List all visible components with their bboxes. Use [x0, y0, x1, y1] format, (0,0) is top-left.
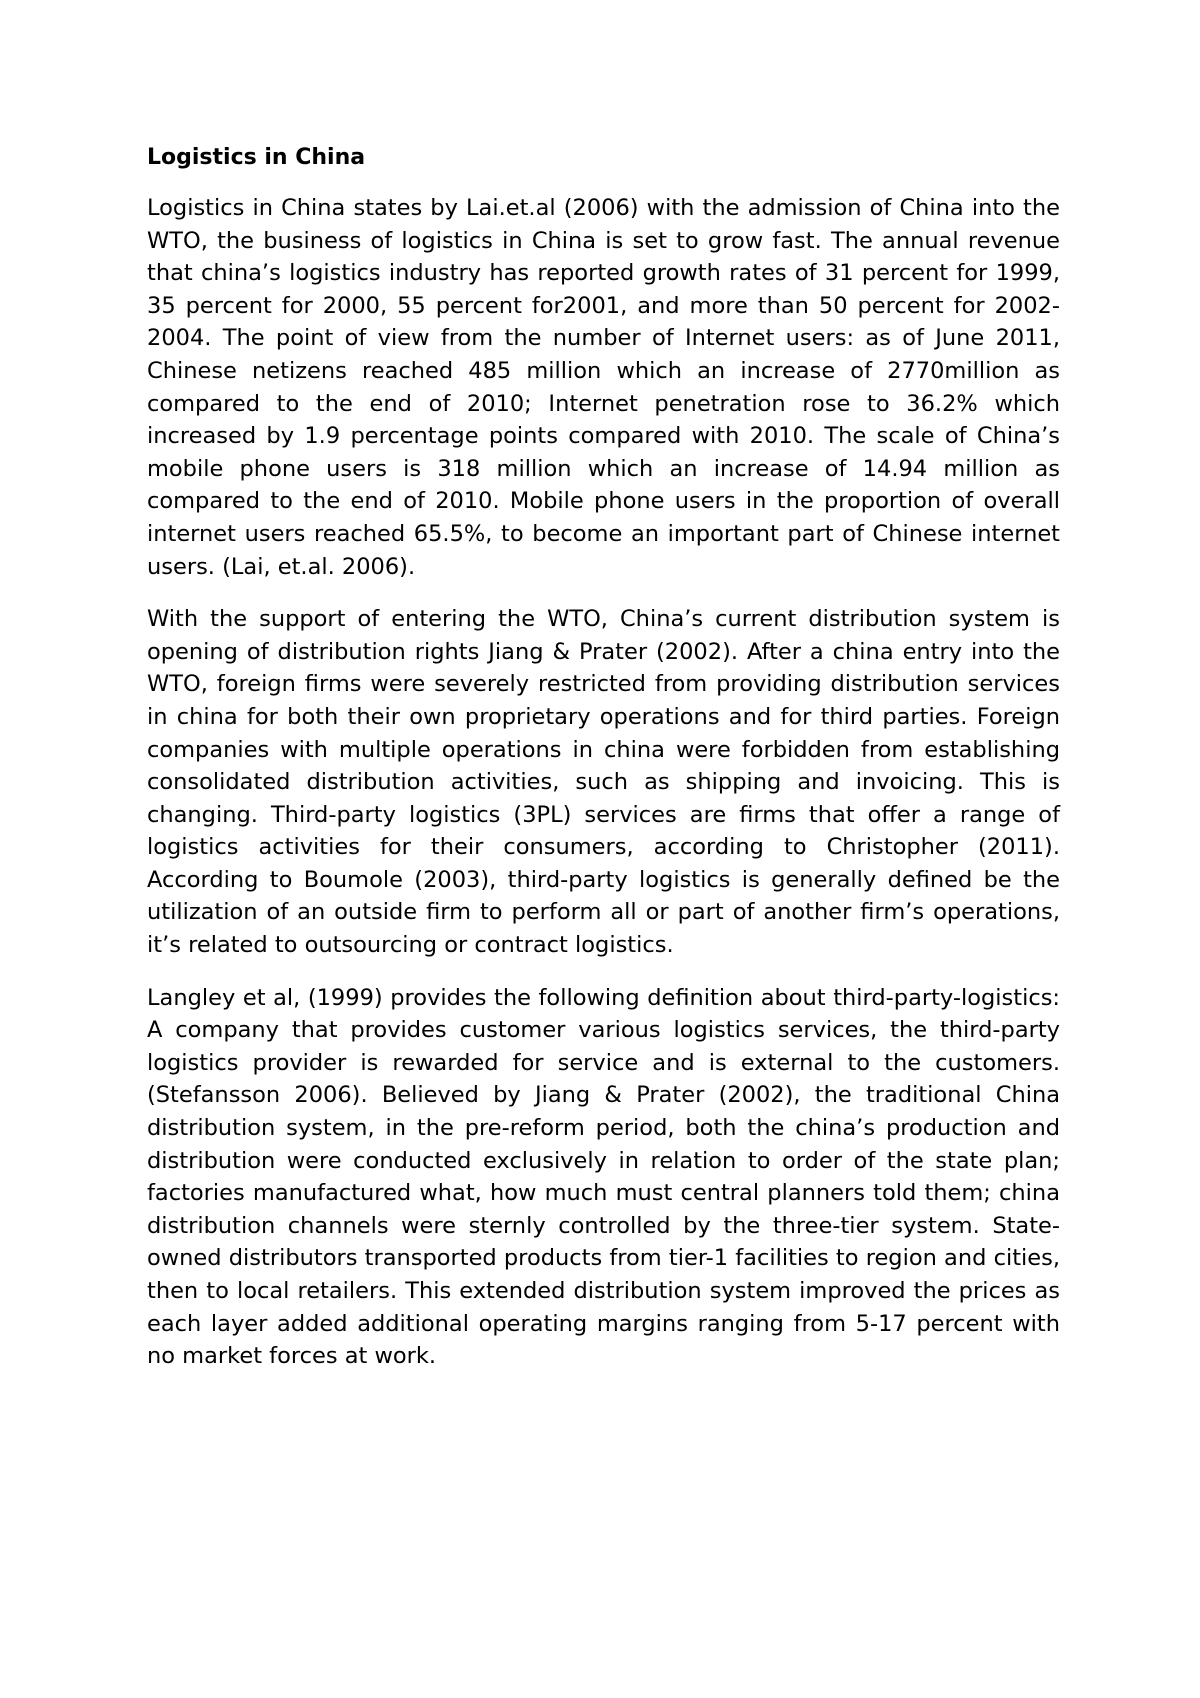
paragraph-3: Langley et al, (1999) provides the following definition about third-party-logistics: A company that provides customer various logistics services, the third-party logistics provider is rewarded for service and is external to the customers. (Stefansson 2006). Believed by Jiang & Prater (2002), the traditional China distribution system, in the pre-reform period, both the china’s production and distribution were conducted exclusively in relation to order of the state plan; factories manufactured what, how much must central planners told them; china distribution channels were sternly controlled by the three-tier system. State-owned distributors transported products from tier-1 facilities to region and cities, then to local retailers. This extended distribution system improved the prices as each layer added additional operating margins ranging from 5-17 percent with no market forces at work. — [147, 984, 1060, 1370]
paragraph-1: Logistics in China states by Lai.et.al (2006) with the admission of China into the WTO, the business of logistics in China is set to grow fast. The annual revenue that china’s logistics industry has reported growth rates of 31 percent for 1999, 35 percent for 2000, 55 percent for2001, and more than 50 percent for 2002-2004. The point of view from the number of Internet users: as of June 2011, Chinese netizens reached 485 million which an increase of 2770million as compared to the end of 2010; Internet penetration rose to 36.2% which increased by 1.9 percentage points compared with 2010. The scale of China’s mobile phone users is 318 million which an increase of 14.94 million as compared to the end of 2010. Mobile phone users in the proportion of overall internet users reached 65.5%, to become an important part of Chinese internet users. (Lai, et.al. 2006). — [147, 195, 1060, 580]
document-title: Logistics in China — [147, 145, 366, 170]
paragraph-2: With the support of entering the WTO, China’s current distribution system is opening of distribution rights Jiang & Prater (2002). After a china entry into the WTO, foreign firms were severely restricted from providing distribution services in china for both their own proprietary operations and for third parties. Foreign companies with multiple operations in china were forbidden from establishing consolidated distribution activities, such as shipping and invoicing. This is changing. Third-party logistics (3PL) services are firms that offer a range of logistics activities for their consumers, according to Christopher (2011). According to Boumole (2003), third-party logistics is generally defined be the utilization of an outside firm to perform all or part of another firm’s operations, it’s related to outsourcing or contract logistics. — [147, 606, 1060, 959]
